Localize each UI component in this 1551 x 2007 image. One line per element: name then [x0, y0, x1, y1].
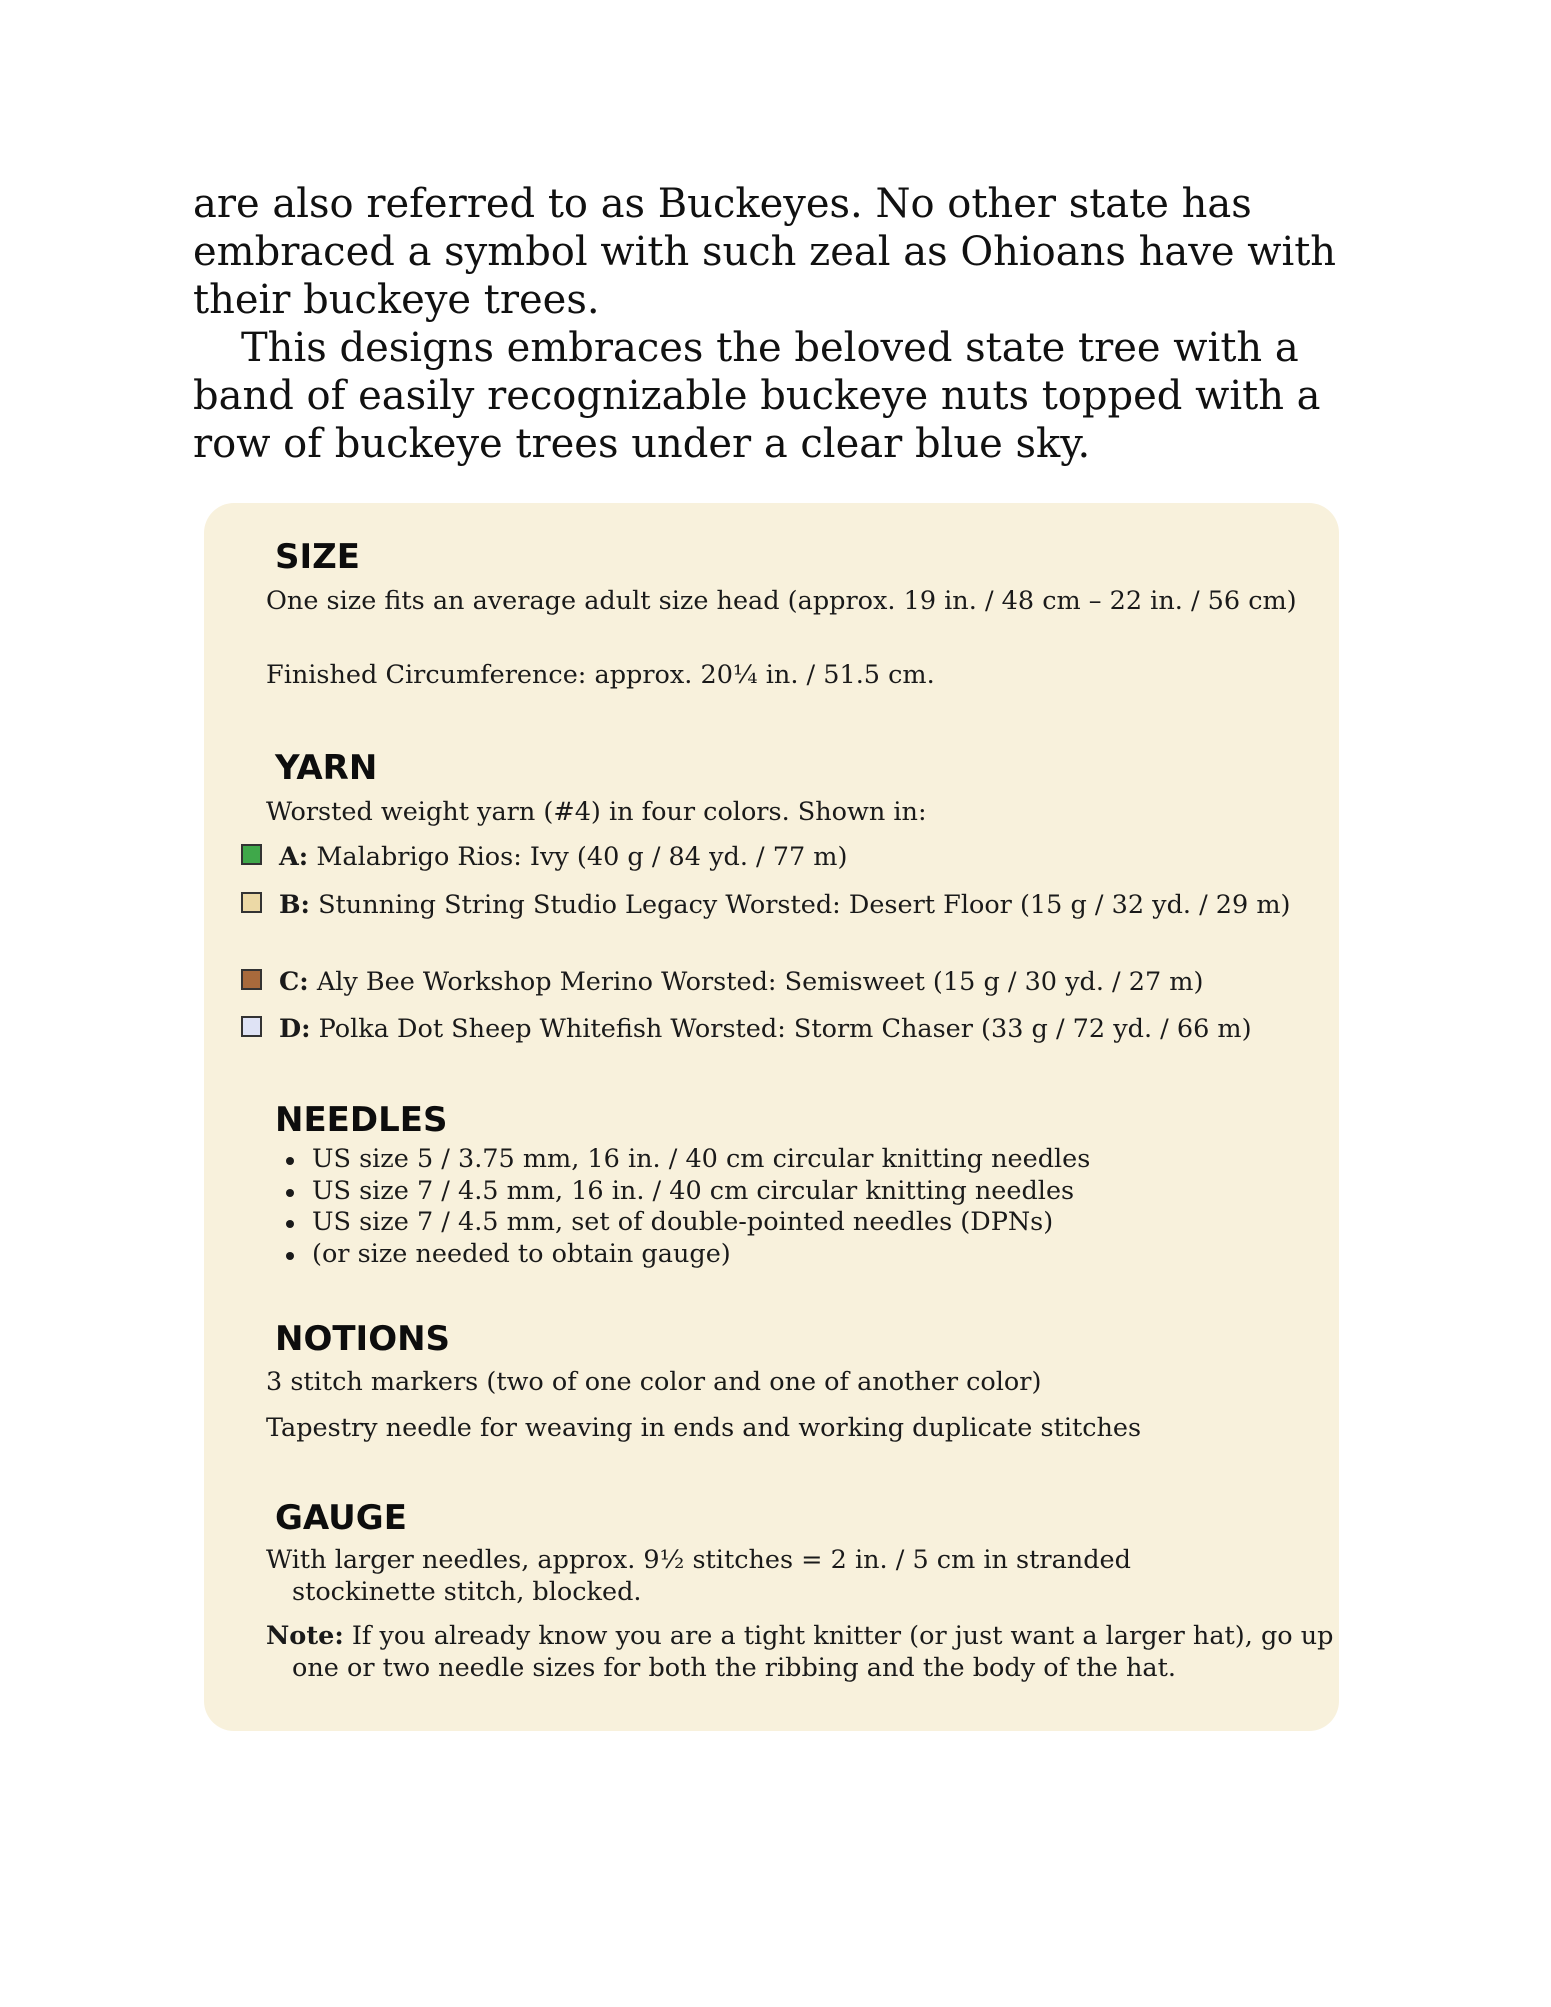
size-heading: SIZE	[275, 537, 361, 577]
notions-heading: NOTIONS	[275, 1319, 451, 1359]
gauge-heading: GAUGE	[275, 1498, 407, 1538]
list-item: US size 7 / 4.5 mm, set of double-pointed needles (DPNs)	[266, 1207, 1090, 1239]
yarn-key-c: C:	[279, 967, 309, 997]
gauge-note-label: Note:	[266, 1621, 344, 1651]
yarn-item-a	[241, 841, 1301, 873]
yarn-item-b	[241, 889, 1301, 921]
list-item: (or size needed to obtain gauge)	[266, 1239, 1090, 1271]
yarn-item-d	[241, 1013, 1301, 1045]
needles-list	[266, 1144, 1090, 1270]
yarn-intro: Worsted weight yarn (#4) in four colors. Shown in:	[266, 797, 927, 827]
color-swatch-d	[241, 1016, 262, 1037]
yarn-text-d: Polka Dot Sheep Whitefish Worsted: Storm Chaser (33 g / 72 yd. / 66 m)	[318, 1014, 1252, 1044]
color-swatch-c	[241, 969, 262, 990]
needles-heading: NEEDLES	[275, 1100, 448, 1140]
yarn-heading: YARN	[275, 748, 378, 788]
intro-text	[193, 180, 1363, 468]
yarn-text-b: Stunning String Studio Legacy Worsted: Desert Floor (15 g / 32 yd. / 29 m)	[318, 890, 1291, 920]
gauge-note-text: If you already know you are a tight knitter (or just want a larger hat), go up one or two needle sizes for both the ribbing and the body of the hat.	[292, 1621, 1334, 1683]
intro-paragraph-2: This designs embraces the beloved state tree with a band of easily recognizable buckeye nuts topped with a row of buckeye trees under a clear blue sky.	[193, 325, 1321, 467]
yarn-text-c: Aly Bee Workshop Merino Worsted: Semisweet (15 g / 30 yd. / 27 m)	[316, 967, 1204, 997]
yarn-text-a: Malabrigo Rios: Ivy (40 g / 84 yd. / 77 m)	[316, 842, 848, 872]
color-swatch-a	[241, 844, 262, 865]
yarn-key-b: B:	[279, 890, 310, 920]
gauge-description: With larger needles, approx. 9½ stitches = 2 in. / 5 cm in stranded stockinette stitch, blocked.	[266, 1545, 1131, 1607]
yarn-item-c	[241, 966, 1301, 998]
finished-circumference: Finished Circumference: approx. 20¼ in. / 51.5 cm.	[266, 660, 935, 690]
yarn-key-d: D:	[279, 1014, 311, 1044]
yarn-key-a: A:	[279, 842, 309, 872]
gauge-note	[266, 1620, 1352, 1684]
intro-paragraph-1: are also referred to as Buckeyes. No other state has embraced a symbol with such zeal as Ohioans have with their buckeye trees.	[193, 181, 1337, 323]
list-item: US size 5 / 3.75 mm, 16 in. / 40 cm circular knitting needles	[266, 1144, 1090, 1176]
notions-tapestry-needle: Tapestry needle for weaving in ends and working duplicate stitches	[266, 1413, 1142, 1443]
notions-stitch-markers: 3 stitch markers (two of one color and one of another color)	[266, 1367, 1042, 1397]
list-item: US size 7 / 4.5 mm, 16 in. / 40 cm circular knitting needles	[266, 1176, 1090, 1208]
color-swatch-b	[241, 892, 262, 913]
size-description: One size fits an average adult size head (approx. 19 in. / 48 cm – 22 in. / 56 cm)	[266, 586, 1297, 616]
